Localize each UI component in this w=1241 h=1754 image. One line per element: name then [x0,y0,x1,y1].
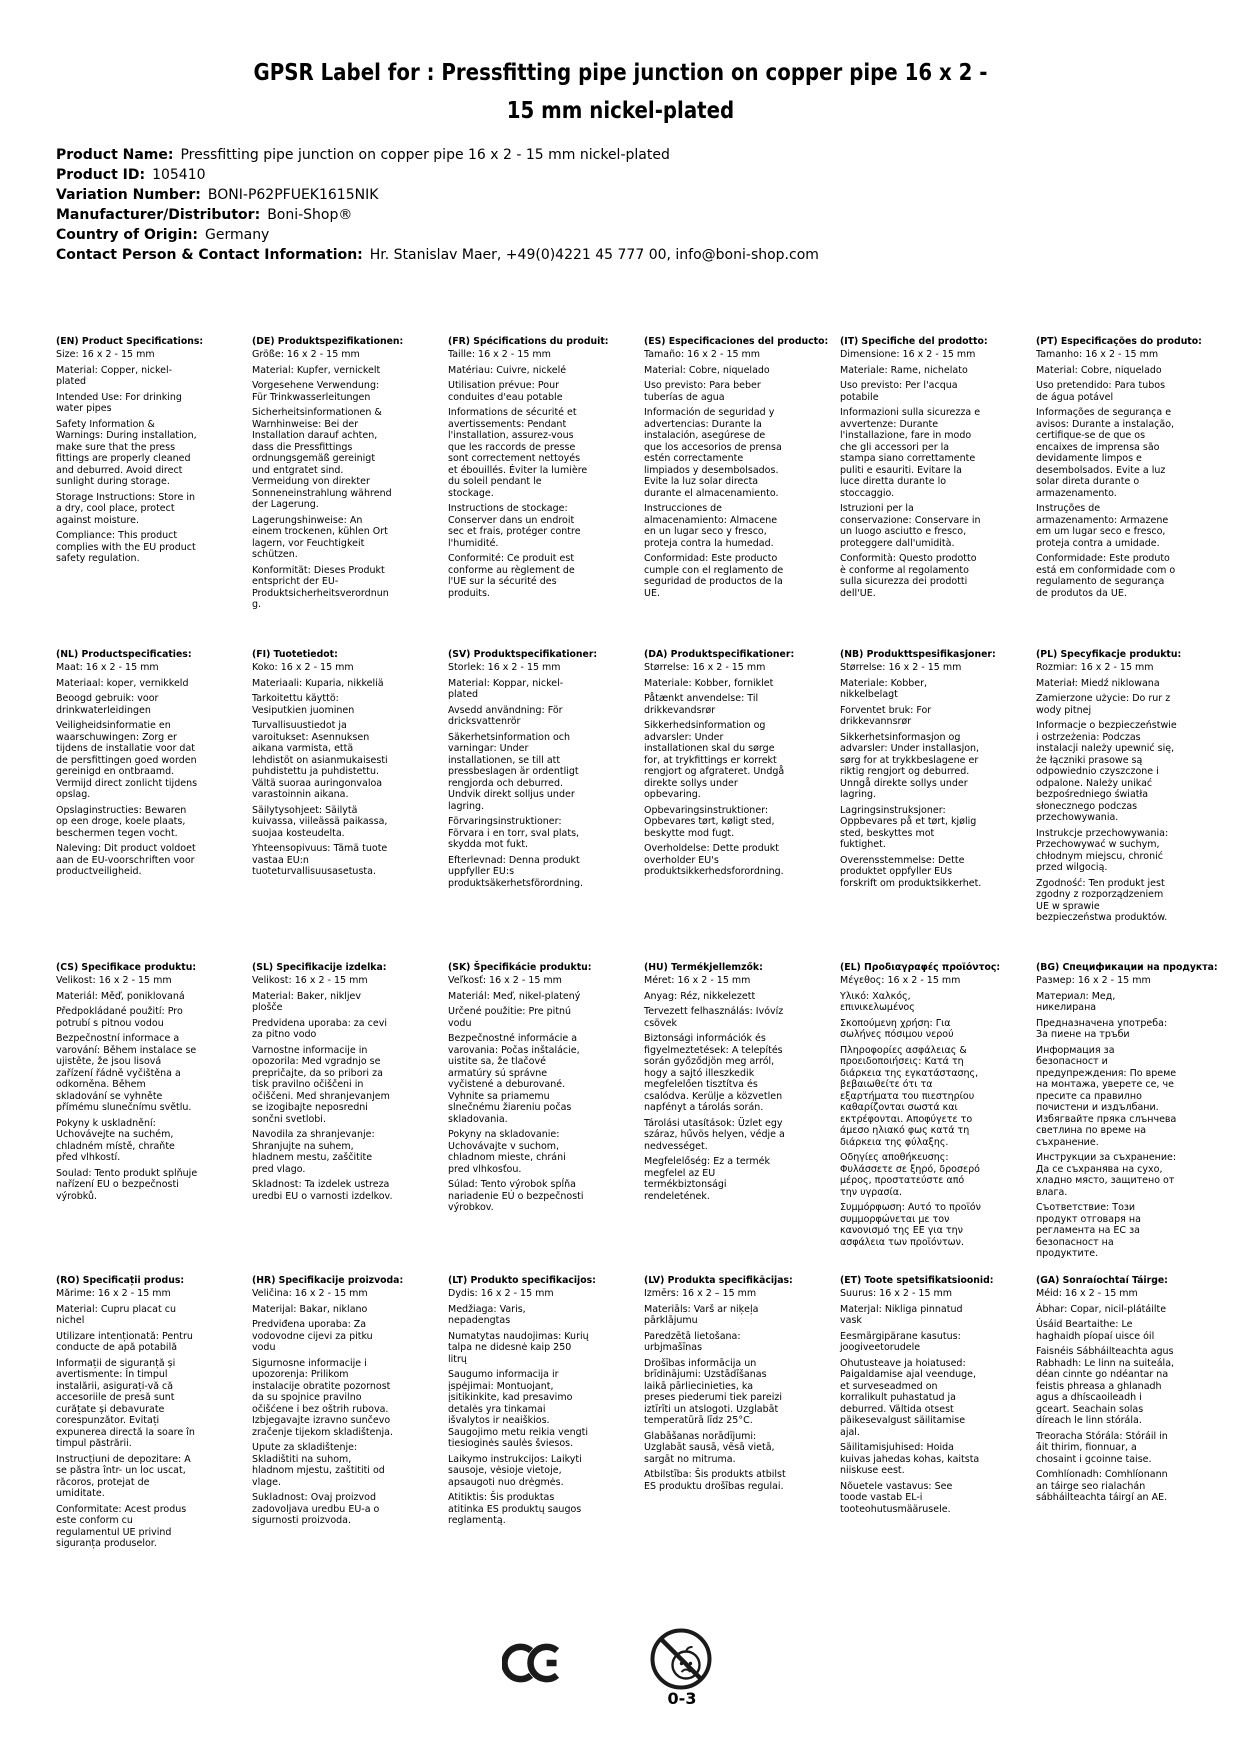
spec-paragraph: Material: Kupfer, vernickelt [252,364,381,376]
spec-paragraph: Storage Instructions: Store in a dry, cool place, protect against moisture. [56,491,195,526]
spec-paragraph: Materiale: Rame, nichelato [840,364,968,376]
spec-heading-en: (EN) Product Specifications: [56,336,204,347]
product-name-value: Pressfitting pipe junction on copper pipe 16 x 2 - 15 mm nickel-plated [180,147,670,163]
spec-paragraph: Материал: Мед, никелирана [1036,990,1116,1013]
spec-paragraph: Saugumo informacija ir įspėjimai: Montuojant, įsitikinkite, kad presavimo detalės yra tinkamai išvalytos ir neaiškios. Saugojimo metu reikia vengti tiesioginės saulės šviesos. [448,1369,588,1449]
product-id-row [56,165,1156,185]
age-warning-0-3 [649,1627,715,1708]
manufacturer-row [56,205,1156,225]
spec-paragraphs-sl [252,975,434,1202]
spec-heading-sl: (SL) Specifikacije izdelka: [252,962,387,973]
spec-paragraph: Предназначена употреба: За пиене на тръби [1036,1017,1168,1040]
spec-paragraph: Informazioni sulla sicurezza e avvertenze: Durante l'installazione, fare in modo che gli accessori per la stampa siano correttamente puliti e esauriti. Evitare la luce diretta durante lo stoccaggio. [840,407,981,499]
spec-paragraph: Pokyny k uskladnění: Uchovávejte na suchém, chladném místě, chraňte před vlhkostí. [56,1117,175,1163]
spec-block-da [644,649,826,962]
spec-paragraph: Materiāls: Varš ar niķeļa pārklājumu [644,1303,759,1326]
spec-paragraphs-es [644,349,826,599]
spec-paragraph: Koko: 16 x 2 - 15 mm [252,662,354,673]
spec-paragraph: Размер: 16 x 2 - 15 mm [1036,975,1151,986]
spec-paragraph: Storlek: 16 x 2 - 15 mm [448,662,561,673]
spec-heading-es: (ES) Especificaciones del producto: [644,336,829,347]
spec-paragraph: Påtænkt anvendelse: Til drikkevandsrør [644,693,759,716]
spec-paragraph: Predviđena uporaba: Za vodovodne cijevi za pitku vodu [252,1319,373,1353]
spec-heading-nb: (NB) Produkttspesifikasjoner: [840,649,996,660]
spec-paragraph: Eesmärgipärane kasutus: joogiveetorudele [840,1330,961,1353]
spec-paragraphs-cs [56,975,238,1202]
spec-paragraph: Materiał: Miedź niklowana [1036,677,1160,689]
spec-paragraph: Dimensione: 16 x 2 - 15 mm [840,349,976,360]
spec-block-nl [56,649,238,962]
spec-paragraph: Matériau: Cuivre, nickelé [448,364,567,376]
spec-paragraph: Bezpečnostné informácie a varovania: Počas inštalácie, uistite sa, že tlačové armatúry sú správne vyčistené a deburované. Vyhnite sa priamemu slnečnému žiareniu počas skladovania. [448,1033,580,1125]
product-info [56,145,1156,265]
product-name-row [56,145,1156,165]
spec-paragraph: Úsáid Beartaithe: Le haghaidh píopaí uisce óil [1036,1319,1155,1342]
spec-block-it [840,336,1022,649]
spec-paragraph: Predvidena uporaba: za cevi za pitno vodo [252,1017,387,1040]
spec-paragraph: Υλικό: Χαλκός, επινικελωμένος [840,990,915,1013]
spec-paragraph: Instructions de stockage: Conserver dans un endroit sec et frais, protéger contre l'humidité. [448,503,581,549]
spec-paragraph: Velikost: 16 x 2 - 15 mm [56,975,172,986]
spec-paragraph: Materiale: Kobber, forniklet [644,677,774,689]
spec-paragraph: Mărime: 16 x 2 - 15 mm [56,1288,171,1299]
spec-paragraph: Opslaginstructies: Bewaren op een droge, koele plaats, beschermen tegen vocht. [56,804,187,839]
spec-paragraphs-ro [56,1288,238,1550]
age-warning-label: 0-3 [667,1689,697,1708]
spec-paragraph: Maat: 16 x 2 - 15 mm [56,662,159,673]
specifications-grid [56,336,1218,1588]
spec-block-sv [448,649,630,962]
spec-paragraph: Informacje o bezpieczeństwie i ostrzeżenia: Podczas instalacji należy upewnić się, że łączniki prasowe są odpowiednio czyszczone i odpalone. Należy unikać bezpośredniego światła słonecznego podczas przechowywania. [1036,720,1177,823]
spec-paragraph: Forventet bruk: For drikkevannsrør [840,704,932,727]
spec-paragraph: Informații de siguranță și avertismente: În timpul instalării, asigurați-vă că accesoriile de presă sunt curățate și debavurate corespunzător. Evitați expunerea directă la soare în timpul păstrării. [56,1357,195,1449]
page-title-line-2: 15 mm nickel-plated [506,98,735,124]
spec-paragraph: Opbevaringsinstruktioner: Opbevares tørt, køligt sted, beskytte mod fugt. [644,804,775,839]
spec-block-fi [252,649,434,962]
spec-paragraph: Turvallisuustiedot ja varoitukset: Asennuksen aikana varmista, että lehdistöt on asianmukaisesti puhdistettu ja puhdistettu. Vältä suoraa auringonvaloa varastoinnin aikana. [252,720,388,800]
spec-block-hu [644,962,826,1275]
contact-row [56,245,1156,265]
product-id-value: 105410 [152,167,206,183]
spec-paragraph: Istruzioni per la conservazione: Conservare in un luogo asciutto e fresco, proteggere dall'umidità. [840,503,981,549]
spec-paragraph: Upute za skladištenje: Skladištiti na suhom, hladnom mjestu, zaštititi od vlage. [252,1442,385,1488]
spec-paragraph: Konformität: Dieses Produkt entspricht der EU-Produktsicherheitsverordnung. [252,564,389,610]
spec-paragraph: Utilizare intenționată: Pentru conducte de apă potabilă [56,1330,193,1353]
spec-paragraph: Säilitamisjuhised: Hoida kuivas jahedas kohas, kaitsta niiskuse eest. [840,1442,980,1476]
spec-paragraph: Tamanho: 16 x 2 - 15 mm [1036,349,1159,360]
spec-paragraph: Informações de segurança e avisos: Durante a instalação, certifique-se de que os encaixes de imprensa são devidamente limpos e desembolsados. Evite a luz solar direta durante o armazenamento. [1036,407,1175,499]
contact-label: Contact Person & Contact Information: [56,247,363,263]
spec-paragraph: Size: 16 x 2 - 15 mm [56,349,155,360]
spec-block-hr [252,1275,434,1588]
spec-block-ro [56,1275,238,1588]
spec-paragraph: Sicherheitsinformationen & Warnhinweise: Bei der Installation darauf achten, dass die Pressfittings ordnungsgemäß gereinigt und entgratet sind. Vermeidung von direkter Sonneneinstrahlung während der Lagerung. [252,407,392,510]
spec-paragraph: Overensstemmelse: Dette produktet oppfyller EUs forskrift om produktsikkerhet. [840,854,982,889]
spec-block-bg [1036,962,1218,1275]
spec-paragraph: Určené použitie: Pre pitnú vodu [448,1006,572,1029]
spec-block-cs [56,962,238,1275]
spec-block-lv [644,1275,826,1588]
spec-heading-bg: (BG) Спецификации на продукта: [1036,962,1218,973]
spec-paragraph: Veľkosť: 16 x 2 - 15 mm [448,975,562,986]
spec-paragraph: Bezpečnostní informace a varování: Během instalace se ujistěte, že jsou lisová zařízení řádně vyčištěna a odkorněna. Během skladování se vyhněte přímému slunečnímu světlu. [56,1033,197,1113]
spec-paragraphs-ga [1036,1288,1218,1504]
spec-paragraph: Súlad: Tento výrobok spĺňa nariadenie EÚ o bezpečnosti výrobkov. [448,1179,584,1213]
spec-block-et [840,1275,1022,1588]
spec-paragraph: Säkerhetsinformation och varningar: Under installationen, se till att pressbeslagen är ordentligt rengjorda och deburred. Undvik direkt solljus under lagring. [448,731,579,812]
spec-heading-ga: (GA) Sonraíochtaí Táirge: [1036,1275,1168,1286]
spec-heading-de: (DE) Produktspezifikationen: [252,336,404,347]
spec-paragraph: Rozmiar: 16 x 2 - 15 mm [1036,662,1154,673]
spec-paragraph: Varnostne informacije in opozorila: Med vgradnjo se prepričajte, da so pribori za tisk pravilno očiščeni in očiščeni. Med shranjevanjem se izogibajte neposredni sončni svetlobi. [252,1044,390,1125]
spec-paragraphs-hu [644,975,826,1202]
spec-paragraph: Material: Cobre, niquelado [644,364,770,376]
spec-paragraph: Größe: 16 x 2 - 15 mm [252,349,360,360]
spec-paragraph: Förvaringsinstruktioner: Förvara i en torr, sval plats, skydda mot fukt. [448,816,580,850]
country-of-origin-label: Country of Origin: [56,227,198,243]
spec-heading-hu: (HU) Termékjellemzők: [644,962,763,973]
spec-heading-et: (ET) Toote spetsifikatsioonid: [840,1275,994,1286]
spec-paragraph: Lagerungshinweise: An einem trockenen, kühlen Ort lagern, vor Feuchtigkeit schützen. [252,514,388,560]
spec-paragraph: Megfelelőség: Ez a termék megfelel az EU termékbiztonsági rendeletének. [644,1156,771,1202]
spec-paragraph: Pokyny na skladovanie: Uchovávajte v suchom, chladnom mieste, chráni pred vlhkosťou. [448,1129,566,1175]
manufacturer-label: Manufacturer/Distributor: [56,207,261,223]
spec-paragraph: Atbilstība: Šis produkts atbilst ES produktu drošības regulai. [644,1469,786,1492]
spec-paragraph: Tarkoitettu käyttö: Vesiputkien juominen [252,693,355,716]
spec-paragraphs-pt [1036,349,1218,599]
spec-paragraph: Navodila za shranjevanje: Shranjujte na suhem, hladnem mestu, zaščitite pred vlago. [252,1129,375,1175]
spec-heading-ro: (RO) Specificații produs: [56,1275,185,1286]
spec-block-nb [840,649,1022,962]
spec-paragraph: Conformité: Ce produit est conforme au règlement de l'UE sur la sécurité des produits. [448,553,575,599]
spec-block-sk [448,962,630,1275]
spec-paragraph: Utilisation prévue: Pour conduites d'eau potable [448,380,563,403]
spec-paragraph: Instruções de armazenamento: Armazene em um lugar seco e fresco, proteja contra a umidade. [1036,503,1169,549]
spec-paragraph: Συμμόρφωση: Αυτό το προϊόν συμμορφώνεται με τον κανονισμό της ΕΕ για την ασφάλεια των προϊόντων. [840,1202,981,1248]
spec-paragraph: Méid: 16 x 2 - 15 mm [1036,1288,1138,1299]
spec-paragraph: Materiaal: koper, vernikkeld [56,677,189,689]
spec-heading-da: (DA) Produktspecifikationer: [644,649,795,660]
spec-paragraphs-fi [252,662,434,878]
page-title-line-1: GPSR Label for : Pressfitting pipe junction on copper pipe 16 x 2 - [253,60,988,86]
spec-paragraphs-sk [448,975,630,1214]
manufacturer-value: Boni-Shop® [267,207,353,223]
spec-heading-pt: (PT) Especificações do produto: [1036,336,1202,347]
spec-paragraphs-pl [1036,662,1218,924]
spec-paragraph: Předpokládané použití: Pro potrubí s pitnou vodou [56,1006,183,1029]
spec-paragraph: Safety Information & Warnings: During installation, make sure that the press fittings are properly cleaned and deburred. Avoid direct sunlight during storage. [56,418,197,487]
spec-paragraph: Dydis: 16 x 2 - 15 mm [448,1288,554,1299]
spec-paragraphs-el [840,975,1022,1248]
spec-paragraphs-sv [448,662,630,889]
spec-heading-it: (IT) Specifiche del prodotto: [840,336,988,347]
contact-value: Hr. Stanislav Maer, +49(0)4221 45 777 00, info@boni-shop.com [369,247,819,263]
country-of-origin-value: Germany [205,227,270,243]
spec-paragraph: Avsedd användning: För dricksvattenrör [448,704,563,727]
spec-paragraph: Suurus: 16 x 2 - 15 mm [840,1288,953,1299]
spec-paragraph: Naleving: Dit product voldoet aan de EU-voorschriften voor productveiligheid. [56,843,196,877]
spec-paragraph: Instrukcje przechowywania: Przechowywać w suchym, chłodnym miejscu, chronić przed wilgocią. [1036,827,1169,873]
variation-number-row [56,185,1156,205]
spec-paragraph: Drošības informācija un brīdinājumi: Uzstādīšanas laikā pārliecinieties, ka preses piederumi tiek pareizi iztīrīti un atslogoti. Uzglabāt temperatūrā līdz 25°C. [644,1357,782,1426]
spec-paragraph: Atitiktis: Šis produktas atitinka ES produktų saugos reglamentą. [448,1492,582,1526]
spec-paragraph: Uso pretendido: Para tubos de água potável [1036,380,1166,403]
spec-block-el [840,962,1022,1275]
ce-mark-icon [502,1642,564,1684]
spec-heading-sk: (SK) Špecifikácie produktu: [448,962,592,973]
spec-paragraph: Anyag: Réz, nikkelezett [644,990,756,1002]
spec-paragraph: Material: Koppar, nickel-plated [448,677,564,700]
spec-paragraph: Medžiaga: Varis, nepadengtas [448,1303,526,1326]
spec-paragraphs-nb [840,662,1022,889]
spec-paragraphs-lv [644,1288,826,1492]
spec-heading-hr: (HR) Specifikacije proizvoda: [252,1275,404,1286]
spec-paragraph: Tárolási utasítások: Üzlet egy száraz, hűvös helyen, védje a nedvességet. [644,1117,785,1152]
spec-paragraph: Μέγεθος: 16 x 2 - 15 mm [840,975,961,986]
spec-paragraph: Tamaño: 16 x 2 - 15 mm [644,349,761,360]
spec-paragraph: Sigurnosne informacije i upozorenja: Prilikom instalacije obratite pozornost da su spojnice pravilno očišćene i bez oštrih rubova. Izbjegavajte izravno sunčevo zračenje tijekom skladištenja. [252,1357,394,1438]
spec-paragraph: Materjal: Nikliga pinnatud vask [840,1303,963,1326]
spec-paragraph: Säilytysohjeet: Säilytä kuivassa, viileässä paikassa, suojaa kosteudelta. [252,804,388,839]
spec-paragraphs-en [56,349,238,565]
spec-block-lt [448,1275,630,1588]
spec-paragraph: Velikost: 16 x 2 - 15 mm [252,975,368,986]
spec-heading-sv: (SV) Produktspecifikationer: [448,649,598,660]
spec-paragraph: Conformità: Questo prodotto è conforme al regolamento sulla sicurezza dei prodotti dell'UE. [840,553,977,599]
spec-paragraph: Numatytas naudojimas: Kurių talpa ne didesnė kaip 250 litrų [448,1330,589,1365]
spec-paragraph: Faisnéis Sábháilteachta agus Rabhadh: Le linn na suiteála, déan cinnte go ndéantar na feistis phreasa a ghlanadh agus a dhíscaoileadh i gceart. Seachain solas díreach le linn stórála. [1036,1346,1175,1426]
spec-paragraphs-hr [252,1288,434,1527]
spec-paragraph: Информация за безопасност и предупреждения: По време на монтажа, уверете се, че пресите са правилно почистени и издълбани. Избягвайте пряка слънчева светлина по време на съхранение. [1036,1044,1177,1148]
spec-paragraph: Ábhar: Copar, nicil-plátáilte [1036,1303,1167,1315]
spec-paragraph: Sukladnost: Ovaj proizvod zadovoljava uredbu EU-a o sigurnosti proizvoda. [252,1492,380,1526]
spec-paragraph: Skladnost: Ta izdelek ustreza uredbi EU o varnosti izdelkov. [252,1179,393,1202]
spec-paragraph: Materiale: Kobber, nikkelbelagt [840,677,928,700]
spec-paragraph: Comhlíonadh: Comhlíonann an táirge seo rialachán sábháilteachta táirgí an AE. [1036,1469,1168,1503]
country-of-origin-row [56,225,1156,245]
spec-paragraph: Ohutusteave ja hoiatused: Paigaldamise ajal veenduge, et surveseadmed on korralikult puhastatud ja deburred. Vältida otsest päikesevalgust säilitamise ajal. [840,1357,977,1438]
spec-paragraph: Méret: 16 x 2 - 15 mm [644,975,751,986]
spec-heading-lv: (LV) Produkta specifikācijas: [644,1275,793,1286]
spec-paragraph: Intended Use: For drinking water pipes [56,391,182,414]
spec-heading-pl: (PL) Specyfikacje produktu: [1036,649,1182,660]
spec-paragraph: Glabāšanas norādījumi: Uzglabāt sausā, vēsā vietā, sargāt no mitruma. [644,1430,775,1465]
spec-heading-fi: (FI) Tuotetiedot: [252,649,338,660]
spec-paragraph: Zgodność: Ten produkt jest zgodny z rozporządzeniem UE w sprawie bezpieczeństwa produktów. [1036,877,1168,923]
spec-paragraphs-et [840,1288,1022,1515]
spec-paragraph: Σκοπούμενη χρήση: Για σωλήνες πόσιμου νερού [840,1017,954,1040]
spec-paragraph: Informations de sécurité et avertissements: Pendant l'installation, assurez-vous que les raccords de presse sont correctement nettoyés et ébouillés. Éviter la lumière du soleil pendant le stockage. [448,407,588,499]
spec-paragraph: Materijal: Bakar, niklano [252,1303,368,1315]
variation-number-label: Variation Number: [56,187,201,203]
spec-paragraph: Materiaali: Kuparia, nikkeliä [252,677,384,689]
spec-paragraph: Οδηγίες αποθήκευσης: Φυλάσσετε σε ξηρό, δροσερό μέρος, προστατεύστε από την υγρασία. [840,1152,980,1198]
spec-paragraph: Nõuetele vastavus: See toode vastab EL-i tooteohutusmäärusele. [840,1480,953,1515]
spec-paragraph: Laikymo instrukcijos: Laikyti sausoje, vėsioje vietoje, apsaugoti nuo drėgmės. [448,1453,582,1488]
spec-paragraph: Efterlevnad: Denna produkt uppfyller EU:s produktsäkerhetsförordning. [448,854,584,889]
spec-paragraph: Materiál: Meď, nikel-platený [448,990,581,1002]
spec-paragraph: Veličina: 16 x 2 - 15 mm [252,1288,368,1299]
spec-block-de [252,336,434,649]
spec-paragraphs-nl [56,662,238,878]
spec-paragraph: Lagringsinstruksjoner: Oppbevares på et tørt, kjølig sted, beskyttes mot fuktighet. [840,804,977,850]
spec-paragraph: Инструкции за съхранение: Да се съхранява на сухо, хладно място, защитено от влага. [1036,1152,1177,1198]
spec-block-sl [252,962,434,1275]
spec-paragraph: Información de seguridad y advertencias: Durante la instalación, asegúrese de que los accesorios de prensa estén correctamente limpiados y desembolsados. Evite la luz solar directa durante el almacenamiento. [644,407,782,499]
spec-paragraphs-lt [448,1288,630,1527]
spec-paragraph: Treoracha Stórála: Stóráil in áit thirim, fionnuar, a chosaint i gcoinne taise. [1036,1430,1168,1465]
variation-number-value: BONI-P62PFUEK1615NIK [207,187,379,203]
spec-paragraph: Soulad: Tento produkt splňuje nařízení EU o bezpečnosti výrobků. [56,1167,198,1202]
spec-paragraph: Conformitate: Acest produs este conform cu regulamentul UE privind siguranța produselor. [56,1503,187,1549]
spec-block-pl [1036,649,1218,962]
spec-paragraph: Paredzētā lietošana: urbjmašīnas [644,1330,741,1353]
product-id-label: Product ID: [56,167,146,183]
spec-paragraph: Zamierzone użycie: Do rur z wody pitnej [1036,693,1171,716]
spec-block-ga [1036,1275,1218,1588]
spec-paragraph: Πληροφορίες ασφάλειας & προειδοποιήσεις: Κατά τη διάρκεια της εγκατάστασης, βεβαιωθείτε ότι τα εξαρτήματα του πιεστηρίου καθαρίζονται σωστά και εκτρέφονται. Αποφύγετε το άμεσο ηλιακό φως κατά τη διάρκεια της φύλαξης. [840,1044,979,1148]
spec-heading-cs: (CS) Specifikace produktu: [56,962,197,973]
spec-paragraph: Material: Cupru placat cu nichel [56,1303,176,1326]
spec-paragraph: Съответствие: Този продукт отговаря на регламента на ЕС за безопасност на продуктите. [1036,1202,1141,1259]
spec-paragraph: Beoogd gebruik: voor drinkwaterleidingen [56,693,159,716]
spec-heading-lt: (LT) Produkto specifikacijos: [448,1275,596,1286]
spec-paragraph: Conformidade: Este produto está em conformidade com o regulamento de segurança de produtos da UE. [1036,553,1176,599]
spec-paragraph: Conformidad: Este producto cumple con el reglamento de seguridad de productos de la UE. [644,553,784,599]
no-children-icon [649,1627,713,1691]
spec-paragraph: Sikkerhetsinformasjon og advarsler: Under installasjon, sørg for at trykkbeslagene er riktig rengjort og deburred. Unngå direkte sollys under lagring. [840,731,980,800]
spec-block-en [56,336,238,649]
spec-paragraph: Biztonsági információk és figyelmeztetések: A telepítés során győződjön meg arról, hogy a sajtó illeszkedik megfelelően tisztítva és csalódva. Kerülje a közvetlen napfényt a tárolás során. [644,1033,783,1113]
spec-paragraph: Størrelse: 16 x 2 - 15 mm [840,662,962,673]
spec-paragraph: Overholdelse: Dette produkt overholder EU's produktsikkerhedsforordning. [644,843,784,877]
spec-paragraph: Instrucciones de almacenamiento: Almacene en un lugar seco y fresco, proteja contra la humedad. [644,503,778,549]
spec-block-pt [1036,336,1218,649]
product-name-label: Product Name: [56,147,174,163]
spec-block-fr [448,336,630,649]
spec-paragraph: Størrelse: 16 x 2 - 15 mm [644,662,766,673]
spec-paragraphs-bg [1036,975,1218,1260]
page-title [0,54,1241,130]
spec-paragraph: Taille: 16 x 2 - 15 mm [448,349,551,360]
spec-paragraph: Yhteensopivuus: Tämä tuote vastaa EU:n tuoteturvallisuusasetusta. [252,843,388,877]
spec-paragraph: Material: Copper, nickel-plated [56,364,173,387]
spec-paragraph: Tervezett felhasználás: Ivóvíz csövek [644,1006,784,1029]
spec-paragraph: Veiligheidsinformatie en waarschuwingen: Zorg er tijdens de installatie voor dat de persfittingen goed worden gereinigd en ontbraamd. Vermijd direct zonlicht tijdens opslag. [56,720,198,800]
spec-paragraph: Instrucțiuni de depozitare: A se păstra într- un loc uscat, răcoros, protejat de umiditate. [56,1453,191,1499]
spec-block-es [644,336,829,649]
spec-paragraphs-da [644,662,826,878]
spec-paragraph: Sikkerhedsinformation og advarsler: Under installationen skal du sørge for, at trykfittings er korrekt rengjort og afgrateret. Undgå direkte sollys under opbevaring. [644,720,785,800]
spec-paragraph: Uso previsto: Per l'acqua potabile [840,380,958,403]
spec-paragraph: Vorgesehene Verwendung: Für Trinkwasserleitungen [252,380,380,403]
spec-paragraphs-it [840,349,1022,599]
spec-heading-nl: (NL) Productspecificaties: [56,649,192,660]
spec-paragraph: Izmērs: 16 x 2 – 15 mm [644,1288,757,1299]
spec-paragraphs-de [252,349,434,611]
spec-paragraphs-fr [448,349,630,599]
spec-paragraph: Material: Baker, nikljev plošče [252,990,362,1013]
spec-paragraph: Uso previsto: Para beber tuberías de agua [644,380,761,403]
spec-heading-el: (EL) Προδιαγραφές προϊόντος: [840,962,1001,973]
spec-heading-fr: (FR) Spécifications du produit: [448,336,609,347]
spec-paragraph: Compliance: This product complies with the EU product safety regulation. [56,530,196,564]
spec-paragraph: Materiál: Měď, poniklovaná [56,990,185,1002]
spec-paragraph: Material: Cobre, niquelado [1036,364,1162,376]
